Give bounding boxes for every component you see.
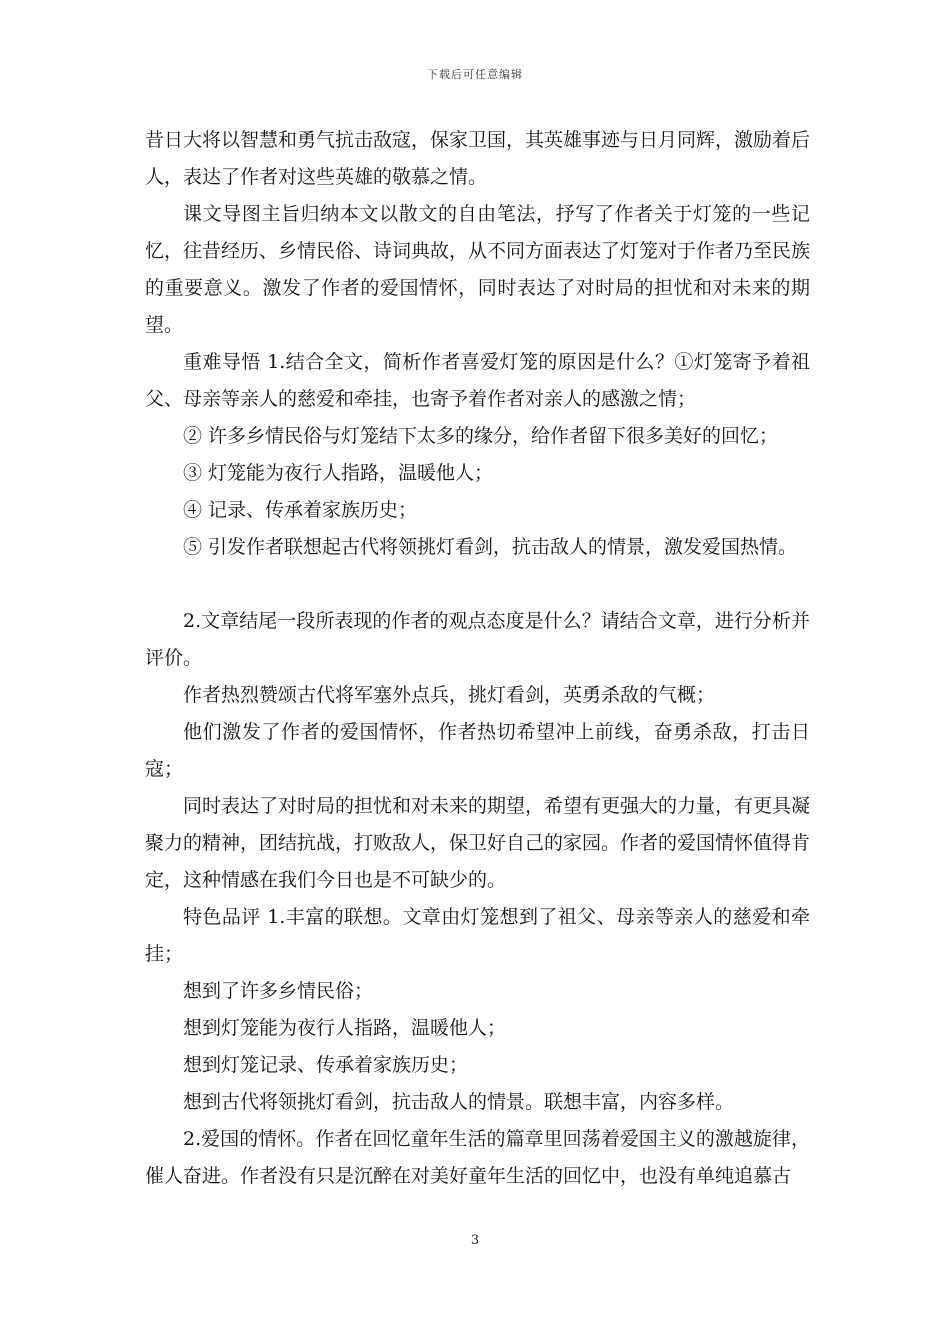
paragraph-2: 课文导图主旨归纳本文以散文的自由笔法，抒写了作者关于灯笼的一些记忆，往昔经历、乡情民俗、诗词典故，从不同方面表达了灯笼对于作者乃至民族的重要意义。激发了作者的爱国情怀，同时表达了对时局的担忧和对未来的期望。 (145, 203, 811, 336)
paragraph-17: 2.爱国的情怀。作者在回忆童年生活的篇章里回荡着爱国主义的激越旋律，催人奋进。作者没有只是沉醉在对美好童年生活的回忆中，也没有单纯追慕古 (145, 1128, 810, 1187)
paragraph-7: ⑤ 引发作者联想起古代将领挑灯看剑，抗击敌人的情景，激发爱国热情。 (183, 536, 798, 558)
paragraph-13: 想到了许多乡情民俗； (183, 980, 374, 1002)
paragraph-gap (145, 566, 810, 603)
paragraph-3: 重难导悟 1.结合全文，简析作者喜爱灯笼的原因是什么？①灯笼寄予着祖父、母亲等亲人的慈爱和牵挂，也寄予着作者对亲人的感激之情； (145, 351, 810, 410)
page-number: 3 (470, 1233, 480, 1248)
paragraph-12: 特色品评 1.丰富的联想。文章由灯笼想到了祖父、母亲等亲人的慈爱和牵挂； (145, 906, 810, 965)
paragraph-9: 作者热烈赞颂古代将军塞外点兵，挑灯看剑，英勇杀敌的气概； (183, 684, 716, 706)
paragraph-4: ② 许多乡情民俗与灯笼结下太多的缘分，给作者留下很多美好的回忆； (183, 425, 779, 447)
paragraph-15: 想到灯笼记录、传承着家族历史； (183, 1054, 469, 1076)
paragraph-10: 他们激发了作者的爱国情怀，作者热切希望冲上前线，奋勇杀敌，打击日寇； (145, 721, 810, 780)
paragraph-1: 昔日大将以智慧和勇气抗击敌寇，保家卫国，其英雄事迹与日月同辉，激励着后人，表达了作者对这些英雄的敬慕之情。 (145, 129, 811, 188)
paragraph-11: 同时表达了对时局的担忧和对未来的期望，希望有更强大的力量，有更具凝聚力的精神，团结抗战，打败敌人，保卫好自己的家园。作者的爱国情怀值得肯定，这种情感在我们今日也是不可缺少的。 (145, 795, 811, 891)
header-note: 下载后可任意编辑 (427, 68, 523, 81)
paragraph-8: 2.文章结尾一段所表现的作者的观点态度是什么？请结合文章，进行分析并评价。 (145, 610, 810, 669)
paragraph-5: ③ 灯笼能为夜行人指路，温暖他人； (183, 462, 494, 484)
document-body (145, 122, 810, 1195)
paragraph-6: ④ 记录、传承着家族历史； (183, 499, 418, 521)
paragraph-16: 想到古代将领挑灯看剑，抗击敌人的情景。联想丰富，内容多样。 (183, 1091, 735, 1113)
paragraph-14: 想到灯笼能为夜行人指路，温暖他人； (183, 1017, 507, 1039)
